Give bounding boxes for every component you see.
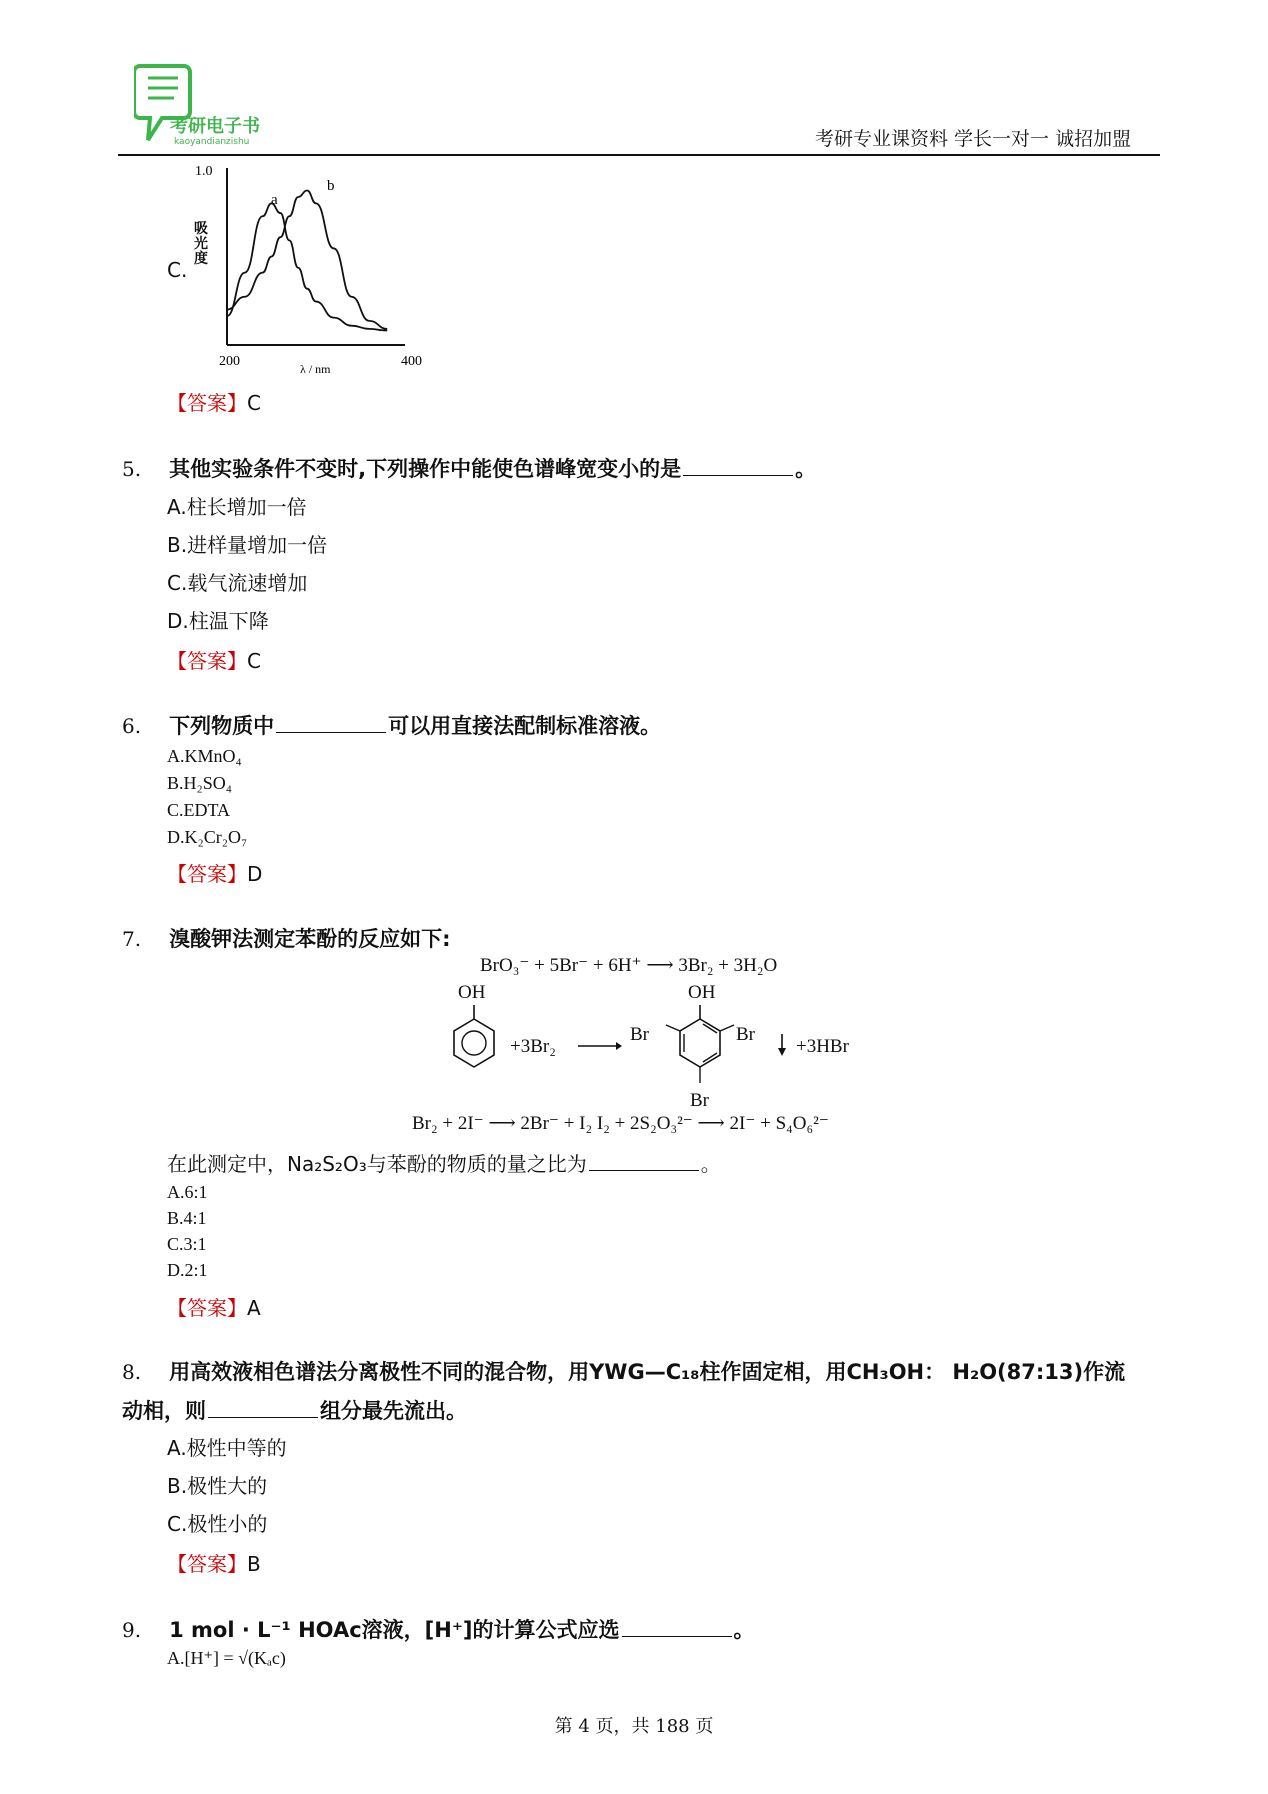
question-8-line2: 动相，则 组分最先流出。 [122, 1399, 467, 1423]
option: B.H₂SO₄ [167, 773, 233, 793]
curve-a-label: a [271, 192, 278, 208]
svg-text:kaoyandianzishu: kaoyandianzishu [174, 137, 250, 147]
question-7: 7. 溴酸钾法测定苯酚的反应如下: [122, 927, 451, 951]
svg-text:考研电子书: 考研电子书 [170, 116, 260, 137]
answer-blank [589, 1152, 699, 1171]
answer-blank [208, 1399, 318, 1418]
option: D.2:1 [167, 1260, 208, 1280]
question-8: 8. 用高效液相色谱法分离极性不同的混合物，用YWG—C₁₈柱作固定相，用CH₃OH： H₂O(87:13)作流 [122, 1360, 1126, 1384]
answer-q5: 【答案】C [167, 649, 261, 673]
y-axis-label: 吸光度 [194, 221, 208, 267]
chart-axes [227, 168, 405, 345]
y-max-label: 1.0 [195, 164, 213, 179]
x-axis-label: λ / nm [300, 362, 331, 375]
answer-blank [622, 1618, 732, 1637]
question-6: 6. 下列物质中 可以用直接法配制标准溶液。 [122, 714, 662, 738]
option: A.6:1 [167, 1182, 208, 1202]
oh-right: OH [688, 982, 716, 1003]
br-left: Br [630, 1024, 649, 1045]
header-tagline: 考研专业课资料 学长一对一 诚招加盟 [815, 128, 1132, 150]
option: C.载气流速增加 [167, 571, 308, 595]
plus-3hbr: +3HBr [796, 1036, 849, 1057]
x-max-label: 400 [401, 354, 422, 369]
option: C.极性小的 [167, 1512, 268, 1536]
br-bottom: Br [690, 1090, 709, 1111]
question-7-sub: 在此测定中，Na₂S₂O₃与苯酚的物质的量之比为 。 [167, 1152, 721, 1176]
option: A.KMnO₄ [167, 746, 242, 766]
absorbance-chart [185, 160, 435, 375]
header-divider [118, 154, 1160, 156]
x-min-label: 200 [219, 354, 240, 369]
option: D.K₂Cr₂O₇ [167, 827, 248, 847]
option: C.EDTA [167, 800, 231, 820]
precipitate-arrow [776, 1034, 788, 1056]
equation-3: Br₂ + 2I⁻ ⟶ 2Br⁻ + I₂ I₂ + 2S₂O₃²⁻ ⟶ 2I⁻ + S₄O₆²⁻ [412, 1113, 829, 1134]
option: A.极性中等的 [167, 1436, 287, 1460]
answer-q8: 【答案】B [167, 1552, 261, 1576]
option: A.柱长增加一倍 [167, 495, 307, 519]
curve-b-label: b [327, 178, 335, 194]
question-5: 5. 其他实验条件不变时,下列操作中能使色谱峰宽变小的是 。 [122, 457, 817, 481]
reaction-arrow [578, 1040, 622, 1052]
answer-blank [276, 714, 386, 733]
option: D.柱温下降 [167, 609, 269, 633]
logo [134, 62, 284, 148]
answer-q4: 【答案】C [167, 391, 261, 415]
answer-prefix: 【答案】 [167, 391, 247, 415]
option-c-label: C. [167, 258, 188, 282]
page-footer: 第 4 页，共 188 页 [554, 1716, 714, 1737]
phenol-structure [440, 1003, 500, 1073]
oh-left: OH [458, 982, 486, 1003]
answer-q7: 【答案】A [167, 1296, 261, 1320]
option: C.3:1 [167, 1234, 207, 1254]
question-9: 9. 1 mol · L⁻¹ HOAc溶液，[H⁺]的计算公式应选 。 [122, 1618, 755, 1642]
option: B.进样量增加一倍 [167, 533, 328, 557]
tribromophenol-structure [660, 1003, 740, 1093]
option: B.4:1 [167, 1208, 207, 1228]
answer-q6: 【答案】D [167, 862, 263, 886]
curve-a [227, 203, 387, 330]
equation-1: BrO₃⁻ + 5Br⁻ + 6H⁺ ⟶ 3Br₂ + 3H₂O [480, 955, 778, 976]
plus-3br2: +3Br₂ [510, 1036, 556, 1057]
br-right: Br [736, 1024, 755, 1045]
option: A.[H⁺] = √(Kₐc) [167, 1648, 286, 1668]
answer-blank [683, 457, 793, 476]
option: B.极性大的 [167, 1474, 268, 1498]
